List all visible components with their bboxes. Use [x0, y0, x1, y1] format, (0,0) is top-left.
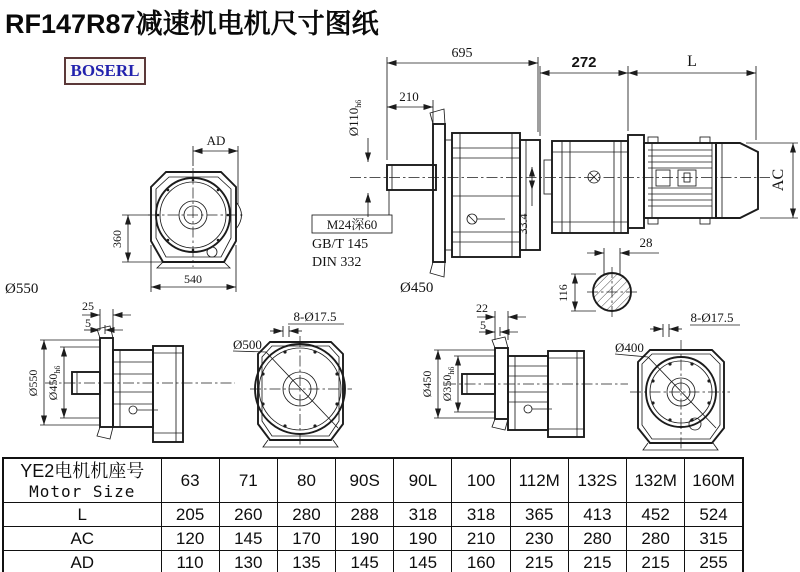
dim-shaft-dia-label: $Ø110_{h6}$	[346, 99, 363, 137]
dim-ac-label: AC	[770, 168, 787, 192]
motor-size-132S: 132S	[568, 458, 626, 503]
L-90L: 318	[394, 503, 452, 527]
AD-132M: 215	[627, 551, 685, 572]
AD-90L: 145	[394, 551, 452, 572]
AD-90S: 145	[336, 551, 394, 572]
motor-size-71: 71	[219, 458, 277, 503]
brand-logo: BOSERL	[64, 57, 146, 85]
motor-size-100: 100	[452, 458, 510, 503]
AC-112M: 230	[510, 527, 568, 551]
table-header-en: Motor Size	[29, 481, 136, 501]
dim-540-label: 540	[184, 272, 202, 286]
table-row-L	[3, 503, 743, 527]
table-header-title	[3, 458, 161, 503]
motor-size-112M: 112M	[510, 458, 568, 503]
AC-80: 170	[277, 527, 335, 551]
dim-28-label: 28	[639, 235, 653, 250]
dim-5-label: 5	[85, 316, 91, 330]
table-header-cn: YE2电机机座号	[20, 460, 145, 481]
motor-size-160M: 160M	[685, 458, 743, 503]
dim-334-label: 33.4	[516, 213, 530, 235]
AD-160M: 255	[685, 551, 743, 572]
AC-90L: 190	[394, 527, 452, 551]
AC-160M: 315	[685, 527, 743, 551]
bottom-view-1	[26, 299, 235, 442]
motor-size-80: 80	[277, 458, 335, 503]
motor-size-90S: 90S	[336, 458, 394, 503]
page-title: RF147R87减速机电机尺寸图纸	[5, 9, 379, 39]
AD-71: 130	[219, 551, 277, 572]
bottom-view-2	[233, 309, 352, 447]
dim-25-label: 25	[82, 299, 94, 313]
bottom-view-3	[420, 301, 628, 437]
L-63: 205	[161, 503, 219, 527]
dim-b4-holes-label: 8-Ø17.5	[690, 310, 734, 325]
dim-ad-label: AD	[206, 133, 226, 148]
AC-90S: 190	[336, 527, 394, 551]
side-view	[312, 46, 770, 296]
table-row-AC	[3, 527, 743, 551]
dim-b2-holes-label: 8-Ø17.5	[293, 309, 337, 324]
AD-100: 160	[452, 551, 510, 572]
standard-gbt: GB/T 145	[312, 237, 369, 252]
AC-132M: 280	[627, 527, 685, 551]
motor-size-90L: 90L	[394, 458, 452, 503]
AD-112M: 215	[510, 551, 568, 572]
AD-132S: 215	[568, 551, 626, 572]
AC-100: 210	[452, 527, 510, 551]
standard-din: DIN 332	[312, 255, 362, 270]
AC-71: 145	[219, 527, 277, 551]
motor-dimension-table	[2, 457, 744, 572]
row-label-AC: AC	[3, 527, 161, 551]
dim-210-label: 210	[399, 89, 419, 104]
L-132M: 452	[627, 503, 685, 527]
dim-b3-spigot-label: $Ø350_{h6}$	[440, 366, 456, 402]
AC-63: 120	[161, 527, 219, 551]
dim-695-label: 695	[451, 46, 473, 61]
tap-callout: M24深60	[326, 217, 378, 232]
row-label-AD: AD	[3, 551, 161, 572]
L-80: 280	[277, 503, 335, 527]
L-132S: 413	[568, 503, 626, 527]
motor-size-63: 63	[161, 458, 219, 503]
dim-d450-label: Ø450	[400, 280, 434, 296]
dim-d550-label: Ø550	[5, 281, 39, 297]
dim-b3-od-label: Ø450	[420, 370, 434, 398]
dim-360-label: 360	[110, 230, 124, 248]
AC-132S: 280	[568, 527, 626, 551]
dim-b3-5-label: 5	[480, 318, 486, 332]
L-71: 260	[219, 503, 277, 527]
AD-80: 135	[277, 551, 335, 572]
dim-b1-spigot-label: $Ø450_{h6}$	[46, 365, 62, 401]
AD-63: 110	[161, 551, 219, 572]
dim-22-label: 22	[476, 301, 488, 315]
table-header-row	[3, 458, 743, 503]
L-112M: 365	[510, 503, 568, 527]
dim-116-label: 116	[556, 284, 570, 302]
bottom-view-4	[615, 310, 740, 450]
motor-size-132M: 132M	[627, 458, 685, 503]
front-view	[5, 133, 243, 297]
dim-d500-label: Ø500	[233, 337, 262, 352]
motor-view	[540, 53, 798, 319]
row-label-L: L	[3, 503, 161, 527]
L-100: 318	[452, 503, 510, 527]
dim-272-label: 272	[571, 54, 597, 71]
L-160M: 524	[685, 503, 743, 527]
L-90S: 288	[336, 503, 394, 527]
dim-b1-od-label: Ø550	[26, 369, 40, 397]
dim-L-label: L	[687, 53, 697, 70]
dim-d400-label: Ø400	[615, 340, 644, 355]
table-row-AD	[3, 551, 743, 572]
